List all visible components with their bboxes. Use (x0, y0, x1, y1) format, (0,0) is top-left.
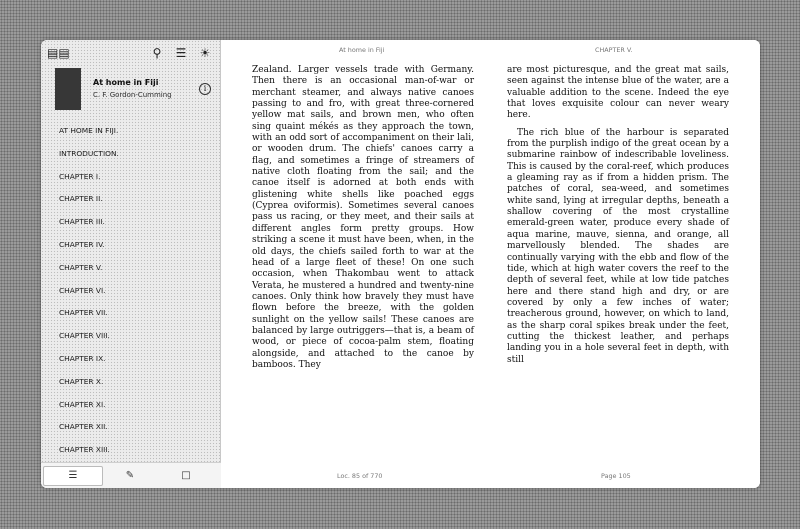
toc-item[interactable]: AT HOME IN FIJI. (59, 126, 119, 135)
bookmark-icon[interactable]: □ (181, 470, 191, 481)
toc-item[interactable]: CHAPTER X. (59, 376, 104, 386)
toc-item[interactable]: CHAPTER VII. (59, 308, 108, 318)
toc-item[interactable]: CHAPTER III. (59, 217, 105, 227)
pen-icon[interactable]: ✎ (125, 470, 135, 481)
toc-item[interactable]: CHAPTER IX. (59, 353, 106, 363)
location-indicator: Loc. 85 of 770 (337, 472, 383, 480)
library-icon[interactable]: ▤▤ (47, 46, 70, 60)
menu-icon[interactable]: ☰ (175, 46, 187, 60)
toc-item[interactable]: CHAPTER V. (59, 262, 103, 272)
page-right-para-2: The rich blue of the harbour is separated from the purplish indigo of the great ocean by a submarine rainbow of indescribable loveliness. This is caused by the coral-reef, which produces a gleaming ray as if from a hidden prism. The patches of coral, sea-weed, and sometimes white sand, lying at irregular depths, beneath a shallow covering of the most crystalline emerald-green water, produce every shade of aqua marine, mauve, sienna, and orange, all marvellously blended. The shades are continually varying with the ebb and flow of the tide, which at high water covers the reef to the depth of several feet, while at low tide patches here and there stand high and dry, or are covered by only a few inches of water; treacherous ground, however, on which to land, as the sharp coral spikes break under the feet, cutting the thickest leather, and perhaps landing you in a hole several feet in depth, with still (507, 127, 729, 365)
book-cover (55, 68, 81, 110)
toc-item[interactable]: CHAPTER II. (59, 194, 103, 204)
reading-area (221, 40, 760, 488)
header-book-title: At home in Fiji (339, 46, 385, 54)
page-right (507, 65, 729, 366)
book-info (53, 68, 217, 112)
table-of-contents (59, 125, 209, 467)
sidebar-toolbar (41, 40, 221, 66)
reader-window (41, 40, 760, 488)
page-left (252, 65, 474, 371)
toc-item[interactable]: CHAPTER IV. (59, 239, 105, 249)
sidebar (41, 40, 221, 488)
book-title: At home in Fiji (93, 78, 159, 87)
toc-item[interactable]: CHAPTER XII. (59, 422, 108, 432)
toc-item[interactable]: CHAPTER I. (59, 171, 101, 181)
settings-icon[interactable]: ☀ (199, 46, 211, 60)
toc-item[interactable]: CHAPTER VIII. (59, 331, 110, 341)
toc-item[interactable]: CHAPTER VI. (59, 285, 106, 295)
page-left-text: Zealand. Larger vessels trade with Germany. Then there is an occasional man-of-war or merchant steamer, and always native canoes passing to and fro, with great three-cornered yellow mat sails, and brown men, who often sing quaint mékés as they approach the town, with an odd sort of accompaniment on their lali, or wooden drum. The chiefs' canoes carry a flag, and sometimes a fringe of streamers of native cloth floating from the sail; and the canoe itself is adorned at both ends with glistening white shells like poached eggs (Cyprea oviformis). Sometimes several canoes pass us racing, or they meet, and their sails at different angles form pretty groups. How striking a scene it must have been, when, in the old days, the chiefs sailed forth to war at the head of a large fleet of these! On one such occasion, when Thakombau went to attack Verata, he mustered a hundred and twenty-nine canoes. Only think how bravely they must have flown before the breeze, with the golden sunlight on the yellow sails! These canoes are balanced by large outriggers—that is, a beam of wood, or piece of cocoa-palm stem, floating alongside, and attached to the canoe by bamboos. They (252, 65, 474, 370)
info-icon[interactable]: i (199, 83, 211, 95)
header-chapter: CHAPTER V. (595, 46, 633, 54)
page-right-para-1: are most picturesque, and the great mat sails, seen against the intense blue of the water, are a valuable addition to the scene. Indeed the eye that loves exquisite colour can never weary here. (507, 65, 729, 121)
toc-item[interactable]: CHAPTER XI. (59, 399, 106, 409)
toc-item[interactable]: INTRODUCTION. (59, 148, 119, 158)
page-indicator: Page 105 (601, 472, 631, 480)
search-icon[interactable]: ⚲ (152, 46, 162, 60)
sidebar-tabs (41, 462, 221, 488)
toc-item[interactable]: CHAPTER XIII. (59, 445, 110, 455)
book-author: C. F. Gordon-Cumming (93, 91, 172, 99)
toc-icon[interactable]: ☰ (43, 466, 103, 486)
